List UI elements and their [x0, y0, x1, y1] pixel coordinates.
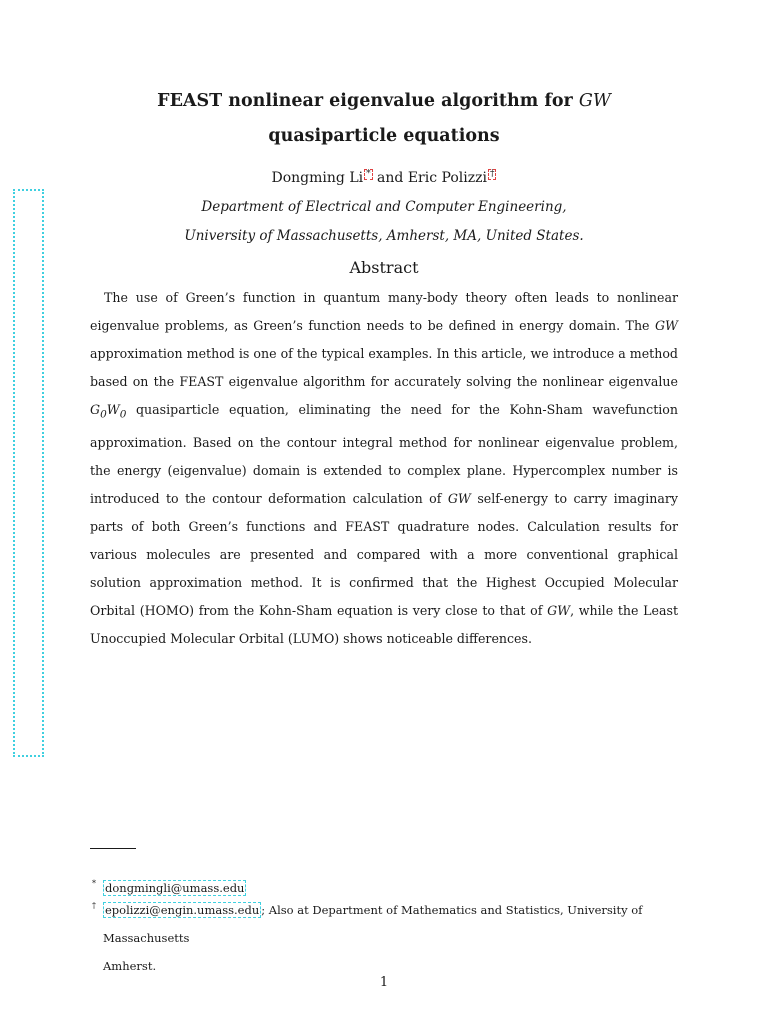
email-link[interactable]: epolizzi@engin.umass.edu [105, 903, 260, 917]
footnote-link[interactable]: † [489, 169, 495, 180]
email-link[interactable]: dongmingli@umass.edu [105, 881, 245, 895]
author-name: Eric Polizzi [407, 170, 487, 186]
g0w0-math: $G_0W_0$ [90, 402, 127, 421]
footnote: * dongmingli@umass.edu [92, 879, 245, 895]
page-number: 1 [379, 975, 389, 990]
abstract-heading: Abstract [349, 258, 419, 277]
footnote-link[interactable]: * [366, 169, 371, 180]
footnote-rule [90, 848, 136, 849]
affiliation-line: Department of Electrical and Computer Engineering, [201, 199, 567, 215]
footnotes [90, 876, 678, 980]
footnote-continuation: Amherst. [103, 959, 157, 973]
footnote: † epolizzi@engin.umass.edu ; Also at Department of Mathematics and Statistics, University of Massachusetts [92, 901, 643, 945]
author-line: Dongming Li * and Eric Polizzi † [271, 169, 495, 186]
affiliation-line: University of Massachusetts, Amherst, MA, United States. [184, 228, 584, 244]
gw-math: GW [578, 91, 611, 111]
paper-title: FEAST nonlinear eigenvalue algorithm for GW quasiparticle equations [157, 91, 611, 146]
abstract-text: The use of Green’s function in quantum many-body theory often leads to nonlinear eigenvalue problems, as Green’s function needs to be defined in energy domain. The GW approximation method is one of the typical examples. In this article, we introduce a method based on the FEAST eigenvalue algorithm for accurately solving the nonlinear eigenvalue $G_0W_0$ quasiparticle equation, eliminating the need for the Kohn-Sham wavefunction approximation. Based on the contour integral method for nonlinear eigenvalue problem, the energy (eigenvalue) domain is extended to complex plane. Hypercomplex number is introduced to the contour deformation calculation of GW self-energy to carry imaginary parts of both Green’s functions and FEAST quadrature nodes. Calculation results for various molecules are presented and compared with a more conventional graphical solution approximation method. It is confirmed that the Highest Occupied Molecular Orbital (HOMO) from the Kohn-Sham equation is very close to that of GW, while the Least Unoccupied Molecular Orbital (LUMO) shows noticeable differences. [90, 290, 679, 646]
author-name: Dongming Li [271, 170, 364, 186]
arxiv-identifier-link[interactable] [13, 189, 44, 757]
